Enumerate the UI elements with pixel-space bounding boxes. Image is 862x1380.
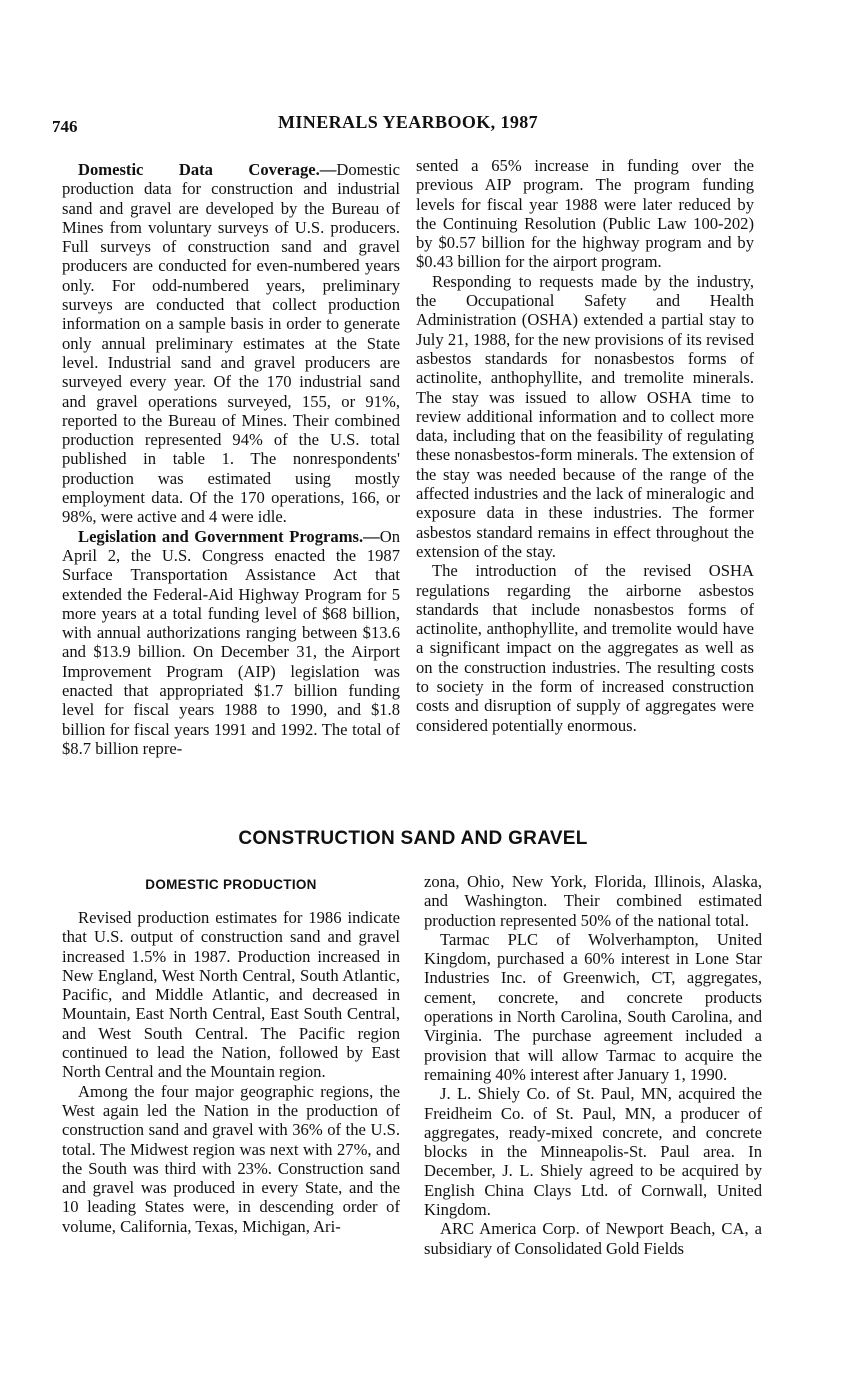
paragraph-geographic-regions-continued: zona, Ohio, New York, Florida, Illinois, Alaska, and Washington. Their combined estimated production represented 50% of the national total.	[424, 872, 762, 930]
paragraph-osha-stay: Responding to requests made by the industry, the Occupational Safety and Health Administration (OSHA) extended a partial stay to July 21, 1988, for the new provisions of its revised asbestos standards for nonasbestos forms of actinolite, anthophyllite, and tremolite minerals. The stay was issued to allow OSHA time to review additional information and to collect more data, including that on the feasibility of regulating these nonasbestos-form minerals. The extension of the stay was needed because of the range of the affected industries and the lack of mineralogic and exposure data in these industries. The former asbestos standard remains in effect throughout the extension of the stay.	[416, 271, 754, 561]
paragraph-production-estimates: Revised production estimates for 1986 indicate that U.S. output of construction sand and gravel increased 1.5% in 1987. Production increased in New England, West North Central, South Atlantic, Pacific, and Middle Atlantic, and decreased in Mountain, East North Central, East South Central, and West South Central. The Pacific region continued to lead the Nation, followed by East North Central and the Mountain region.	[62, 908, 400, 1082]
paragraph-arc-america: ARC America Corp. of Newport Beach, CA, a subsidiary of Consolidated Gold Fields	[424, 1219, 762, 1258]
lower-left-column	[62, 908, 400, 1236]
paragraph-geographic-regions: Among the four major geographic regions, the West again led the Nation in the production of construction sand and gravel with 36% of the U.S. total. The Midwest region was next with 27%, and the South was third with 23%. Construction sand and gravel was produced in every State, and the 10 leading States were, in descending order of volume, California, Texas, Michigan, Ari-	[62, 1081, 400, 1236]
paragraph-shiely: J. L. Shiely Co. of St. Paul, MN, acquired the Freidheim Co. of St. Paul, MN, a producer of aggregates, ready-mixed concrete, and concrete blocks in the Minneapolis-St. Paul area. In December, J. L. Shiely agreed to be acquired by English China Clays Ltd. of Cornwall, United Kingdom.	[424, 1084, 762, 1220]
page-number: 746	[52, 117, 78, 136]
section-title: CONSTRUCTION SAND AND GRAVEL	[238, 828, 588, 849]
paragraph-osha-regulations: The introduction of the revised OSHA regulations regarding the airborne asbestos standards that include nonasbestos forms of actinolite, anthophyllite, and tremolite would have a significant impact on the aggregates as well as on the construction industries. The resulting costs to society in the form of increased construction costs and disruption of supply of aggregates were considered potentially enormous.	[416, 561, 754, 735]
paragraph-text: On April 2, the U.S. Congress enacted the 1987 Surface Transportation Assistance Act that extended the Federal-Aid Highway Program for 5 more years at a total funding level of $68 billion, with annual authorizations ranging between $13.6 and $13.9 billion. On December 31, the Airport Improvement Program (AIP) legislation was enacted that appropriated $1.7 billion funding level for fiscal years 1988 to 1990, and $1.8 billion for fiscal years 1991 and 1992. The total of $8.7 billion repre-	[62, 526, 400, 758]
run-in-heading: Domestic Data Coverage.—	[78, 160, 337, 179]
upper-left-column	[62, 160, 400, 758]
paragraph-legislation	[62, 527, 400, 759]
paragraph-text: Domestic production data for construction and industrial sand and gravel are developed by the Bureau of Mines from voluntary surveys of U.S. producers. Full surveys of construction sand and gravel producers are conducted for even-numbered years only. For odd-numbered years, preliminary surveys are conducted that collect production information on a sample basis in order to generate only annual preliminary estimates at the State level. Industrial sand and gravel producers are surveyed every year. Of the 170 industrial sand and gravel operations surveyed, 155, or 91%, reported to the Bureau of Mines. Their combined production represented 94% of the U.S. total published in table 1. The nonrespondents' production was estimated using mostly employment data. Of the 170 operations, 166, or 98%, were active and 4 were idle.	[62, 160, 400, 527]
paragraph-legislation-continued: sented a 65% increase in funding over the previous AIP program. The program funding levels for fiscal year 1988 were later reduced by the Continuing Resolution (Public Law 100-202) by $0.57 billion for the highway program and by $0.43 billion for the airport program.	[416, 156, 754, 272]
run-in-heading: Legislation and Government Programs.—	[78, 526, 380, 546]
upper-right-column	[416, 156, 754, 735]
running-title: MINERALS YEARBOOK, 1987	[278, 112, 539, 132]
paragraph-domestic-data-coverage	[62, 160, 400, 527]
subsection-title: DOMESTIC PRODUCTION	[145, 877, 317, 892]
lower-right-column	[424, 872, 762, 1258]
paragraph-tarmac: Tarmac PLC of Wolverhampton, United Kingdom, purchased a 60% interest in Lone Star Industries Inc. of Greenwich, CT, aggregates, cement, concrete, and concrete products operations in North Carolina, South Carolina, and Virginia. The purchase agreement included a provision that will allow Tarmac to acquire the remaining 40% interest after January 1, 1990.	[424, 929, 762, 1084]
